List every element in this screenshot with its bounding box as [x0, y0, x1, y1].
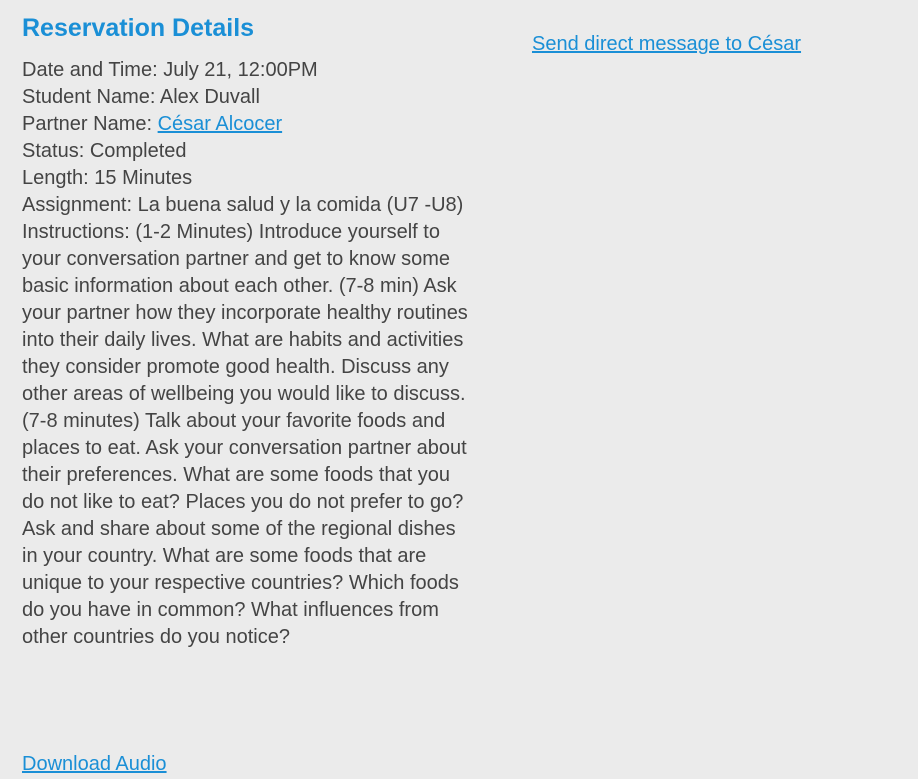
- date-time-row: [22, 57, 474, 84]
- instructions-row: [22, 219, 474, 651]
- student-name-row: [22, 84, 474, 111]
- assignment-row: [22, 192, 474, 219]
- length-label: Length:: [22, 167, 95, 189]
- download-audio-link[interactable]: Download Audio: [22, 753, 167, 775]
- assignment-value: La buena salud y la comida (U7 -U8): [137, 194, 464, 216]
- date-time-label: Date and Time:: [22, 59, 164, 81]
- assignment-label: Assignment:: [22, 194, 138, 216]
- length-row: [22, 165, 474, 192]
- reservation-details-panel: [22, 12, 474, 651]
- student-name-label: Student Name:: [22, 86, 160, 108]
- partner-name-row: [22, 111, 474, 138]
- length-value: 15 Minutes: [94, 167, 193, 189]
- status-row: [22, 138, 474, 165]
- partner-name-link[interactable]: César Alcocer: [157, 113, 283, 135]
- status-value: Completed: [89, 140, 187, 162]
- instructions-value: (1-2 Minutes) Introduce yourself to your conversation partner and get to know some basic information about each other. (7-8 min) Ask your partner how they incorporate healthy routines into their daily lives. What are habits and activities they consider promote good health. Discuss any other areas of wellbeing you would like to discuss. (7-8 minutes) Talk about your favorite foods and places to eat. Ask your conversation partner about their preferences. What are some foods that you do not like to eat? Places you do not prefer to go? Ask and share about some of the regional dishes in your country. What are some foods that are unique to your respective countries? Which foods do you have in common? What influences from other countries do you notice?: [22, 221, 468, 648]
- partner-name-label: Partner Name:: [22, 113, 158, 135]
- page-title: Reservation Details: [22, 14, 255, 42]
- status-label: Status:: [22, 140, 90, 162]
- instructions-label: Instructions:: [22, 221, 136, 243]
- student-name-value: Alex Duvall: [159, 86, 260, 108]
- date-time-value: July 21, 12:00PM: [163, 59, 318, 81]
- send-direct-message-link[interactable]: Send direct message to César: [532, 33, 802, 55]
